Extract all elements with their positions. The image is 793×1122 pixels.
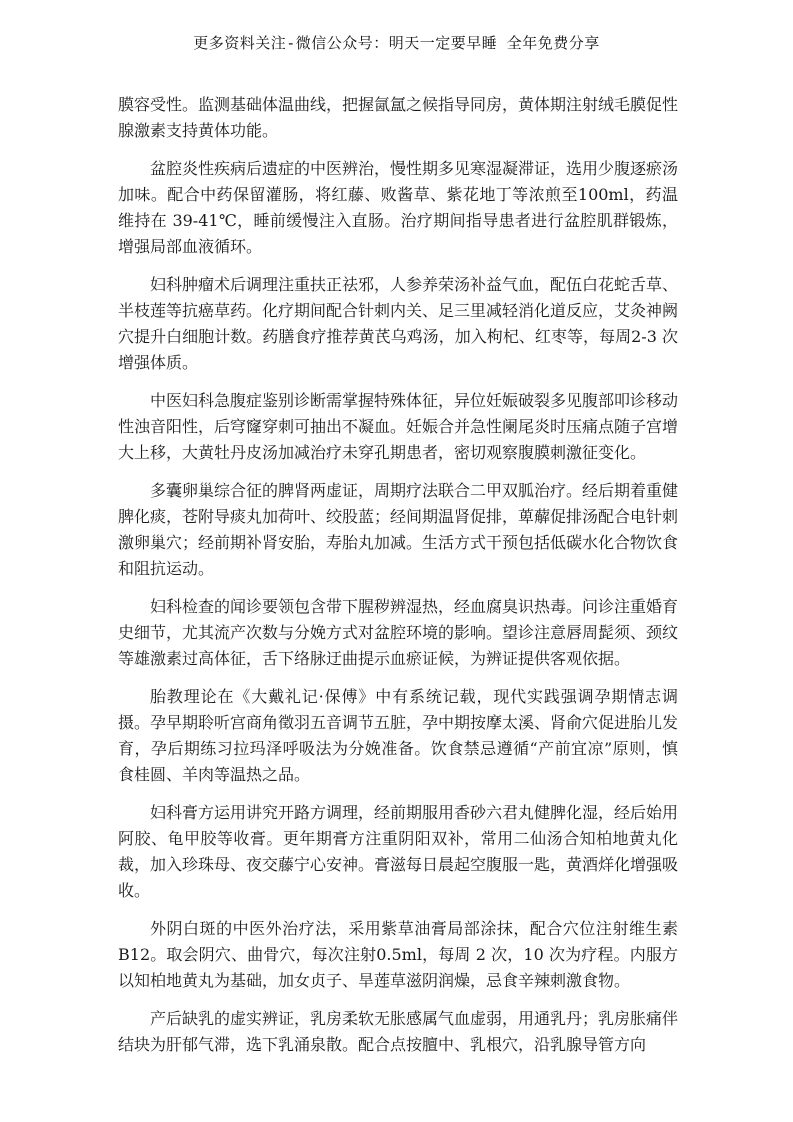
paragraph: 妇科膏方运用讲究开路方调理，经前期服用香砂六君丸健脾化湿，经后始用阿胶、龟甲胶等收膏。更年期膏方注重阴阳双补，常用二仙汤合知柏地黄丸化裁，加入珍珠母、夜交藤宁心安神。膏滋每日晨起空腹服一匙，黄酒烊化增强吸收。 [118,803,679,900]
document-body [118,92,678,1070]
page-header: 更多资料关注-微信公众号：明天一定要早睡 全年免费分享 [193,34,600,52]
paragraph: 盆腔炎性疾病后遗症的中医辨治，慢性期多见寒湿凝滞证，选用少腹逐瘀汤加味。配合中药保留灌肠，将红藤、败酱草、紫花地丁等浓煎至100ml，药温维持在 39-41℃，睡前缓慢注入直肠。治疗期间指导患者进行盆腔肌群锻炼，增强局部血液循环。 [118,159,679,256]
paragraph: 外阴白斑的中医外治疗法，采用紫草油膏局部涂抹，配合穴位注射维生素B12。取会阴穴、曲骨穴，每次注射0.5ml，每周 2 次，10 次为疗程。内服方以知柏地黄丸为基础，加女贞子、旱莲草滋阴润燥，忌食辛辣刺激食物。 [118,919,678,990]
paragraph: 膜容受性。监测基础体温曲线，把握氤氲之候指导同房，黄体期注射绒毛膜促性腺激素支持黄体功能。 [118,95,679,140]
paragraph: 妇科肿瘤术后调理注重扶正祛邪，人参养荣汤补益气血，配伍白花蛇舌草、半枝莲等抗癌草药。化疗期间配合针刺内关、足三里减轻消化道反应，艾灸神阙穴提升白细胞计数。药膳食疗推荐黄芪乌鸡汤，加入枸杞、红枣等，每周2-3 次增强体质。 [118,275,679,372]
paragraph: 产后缺乳的虚实辨证，乳房柔软无胀感属气血虚弱，用通乳丹；乳房胀痛伴结块为肝郁气滞，选下乳涌泉散。配合点按膻中、乳根穴，沿乳腺导管方向 [118,1009,679,1054]
paragraph: 胎教理论在《大戴礼记·保傅》中有系统记载，现代实践强调孕期情志调摄。孕早期聆听宫商角徵羽五音调节五脏，孕中期按摩太溪、肾俞穴促进胎儿发育，孕后期练习拉玛泽呼吸法为分娩准备。饮食禁忌遵循“产前宜凉”原则，慎食桂圆、羊肉等温热之品。 [118,687,679,784]
paragraph: 中医妇科急腹症鉴别诊断需掌握特殊体征，异位妊娠破裂多见腹部叩诊移动性浊音阳性，后穹窿穿刺可抽出不凝血。妊娠合并急性阑尾炎时压痛点随子宫增大上移，大黄牡丹皮汤加减治疗未穿孔期患者，密切观察腹膜刺激征变化。 [118,391,679,462]
paragraph: 多囊卵巢综合征的脾肾两虚证，周期疗法联合二甲双胍治疗。经后期着重健脾化痰，苍附导痰丸加荷叶、绞股蓝；经间期温肾促排，萆薢促排汤配合电针刺激卵巢穴；经前期补肾安胎，寿胎丸加减。生活方式干预包括低碳水化合物饮食和阻抗运动。 [118,481,679,578]
paragraph: 妇科检查的闻诊要领包含带下腥秽辨湿热，经血腐臭识热毒。问诊注重婚育史细节，尤其流产次数与分娩方式对盆腔环境的影响。望诊注意唇周髭须、颈纹等雄激素过高体征，舌下络脉迂曲提示血瘀证候，为辨证提供客观依据。 [118,597,679,668]
